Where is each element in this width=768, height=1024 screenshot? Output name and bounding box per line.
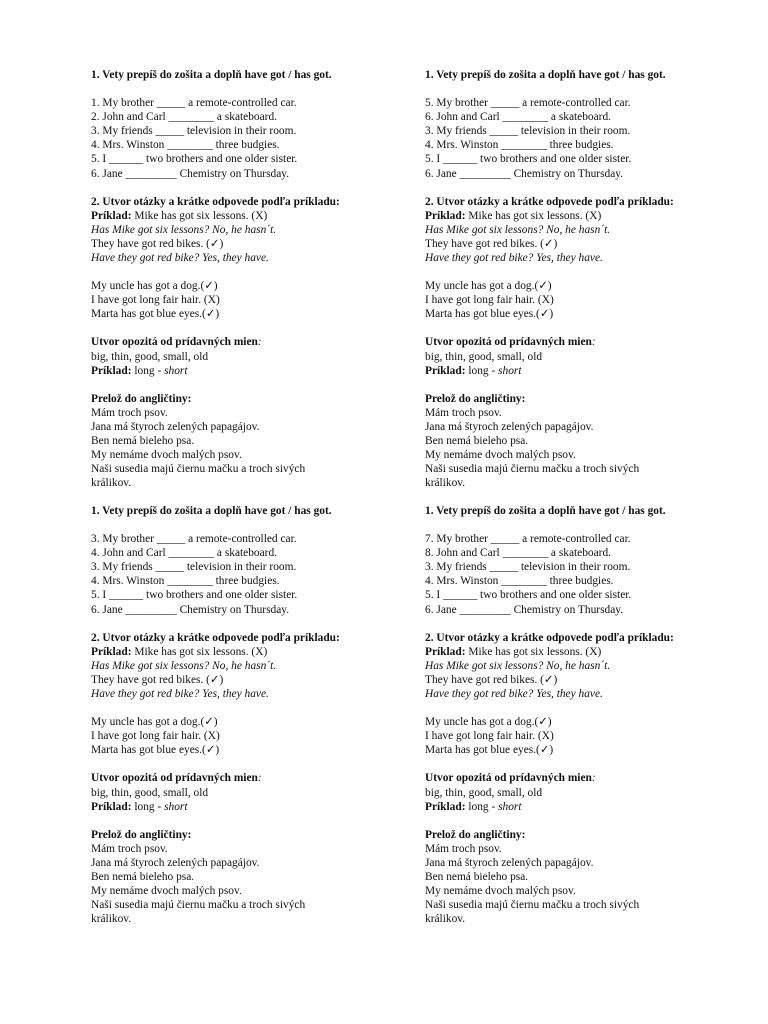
exercise-4-title: Prelož do angličtiny: <box>425 828 526 841</box>
example-text: Mike has got six lessons. (X) <box>465 209 602 222</box>
exercise-4-line: Jana má štyroch zelených papagájov. <box>425 856 594 869</box>
exercise-1-item: 6. John and Carl ________ a skateboard. <box>425 111 612 124</box>
exercise-2-task: I have got long fair hair. (X) <box>91 294 220 307</box>
exercise-3-title-text: Utvor opozitá od prídavných mien <box>91 772 258 785</box>
exercise-2-title: 2. Utvor otázky a krátke odpovede podľa príkladu: <box>425 631 674 644</box>
exercise-1-title: 1. Vety prepíš do zošita a doplň have got / has got. <box>425 505 666 517</box>
exercise-4-line: Naši susedia majú čiernu mačku a troch sivých <box>425 463 640 476</box>
example-label: Príklad: <box>91 364 132 377</box>
exercise-2-task: I have got long fair hair. (X) <box>425 730 554 743</box>
exercise-1-item: 4. Mrs. Winston ________ three budgies. <box>91 139 280 152</box>
exercise-2-example-2: They have got red bikes. (✓) <box>91 237 224 250</box>
exercise-2-task: Marta has got blue eyes.(✓) <box>425 308 554 321</box>
exercise-1-item: 5. I ______ two brothers and one older sister. <box>425 153 632 166</box>
exercise-3-title <box>425 771 725 785</box>
example-text: long <box>131 364 158 377</box>
worksheet-section-2 <box>425 68 725 490</box>
exercise-3-title <box>425 335 725 349</box>
exercise-3-words: big, thin, good, small, old <box>425 786 543 799</box>
exercise-2-example-answer: Has Mike got six lessons? No, he hasn´t. <box>91 659 277 672</box>
exercise-3-words: big, thin, good, small, old <box>91 786 209 799</box>
exercise-2-task: Marta has got blue eyes.(✓) <box>425 744 554 757</box>
exercise-4-title: Prelož do angličtiny: <box>91 828 192 841</box>
exercise-2-example-2: They have got red bikes. (✓) <box>425 673 558 686</box>
exercise-2-example-2-answer: Have they got red bike? Yes, they have. <box>91 252 269 265</box>
exercise-1-item: 4. John and Carl ________ a skateboard. <box>91 547 278 560</box>
exercise-1-item: 3. My friends _____ television in their room. <box>425 561 631 574</box>
exercise-1-item: 1. My brother _____ a remote-controlled car. <box>91 97 297 110</box>
example-text: Mike has got six lessons. (X) <box>131 209 268 222</box>
example-text: Mike has got six lessons. (X) <box>131 645 268 658</box>
exercise-3-example <box>91 800 391 814</box>
exercise-4-line: Ben nemá bieleho psa. <box>425 434 529 447</box>
exercise-2-example <box>425 645 725 659</box>
exercise-1-item: 3. My friends _____ television in their room. <box>425 125 631 138</box>
exercise-4-line: Mám troch psov. <box>425 842 502 855</box>
example-label: Príklad: <box>91 645 132 658</box>
exercise-1-item: 6. Jane _________ Chemistry on Thursday. <box>91 603 290 616</box>
exercise-4-line: Mám troch psov. <box>91 842 168 855</box>
exercise-1-item: 6. Jane _________ Chemistry on Thursday. <box>425 603 624 616</box>
example-label: Príklad: <box>91 209 132 222</box>
exercise-2-task: My uncle has got a dog.(✓) <box>91 716 218 729</box>
exercise-2-example-2-answer: Have they got red bike? Yes, they have. <box>91 688 269 701</box>
exercise-1-item: 2. John and Carl ________ a skateboard. <box>91 111 278 124</box>
exercise-2-example <box>91 645 391 659</box>
example-text: long <box>131 800 158 813</box>
example-label: Príklad: <box>91 800 132 813</box>
exercise-4-line: Naši susedia majú čiernu mačku a troch sivých <box>91 899 306 912</box>
exercise-2-title: 2. Utvor otázky a krátke odpovede podľa príkladu: <box>425 195 674 208</box>
worksheet-section-3 <box>91 504 391 926</box>
exercise-2-example-2: They have got red bikes. (✓) <box>91 673 224 686</box>
exercise-3-title-colon: : <box>257 772 262 785</box>
exercise-4-line: My nemáme dvoch malých psov. <box>91 449 242 462</box>
exercise-3-title-colon: : <box>257 336 262 349</box>
exercise-3-example <box>425 800 725 814</box>
exercise-1-item: 3. My friends _____ television in their room. <box>91 561 297 574</box>
exercise-2-task: Marta has got blue eyes.(✓) <box>91 308 220 321</box>
example-label: Príklad: <box>425 645 466 658</box>
example-answer: - short <box>157 364 188 377</box>
exercise-2-example-2: They have got red bikes. (✓) <box>425 237 558 250</box>
exercise-2-example <box>425 209 725 223</box>
exercise-1-item: 8. John and Carl ________ a skateboard. <box>425 547 612 560</box>
exercise-1-title: 1. Vety prepíš do zošita a doplň have got / has got. <box>91 505 332 517</box>
exercise-1-item: 4. Mrs. Winston ________ three budgies. <box>91 575 280 588</box>
exercise-2-task: I have got long fair hair. (X) <box>91 730 220 743</box>
example-text: long <box>465 800 492 813</box>
exercise-4-line: My nemáme dvoch malých psov. <box>91 885 242 898</box>
exercise-1-item: 5. I ______ two brothers and one older sister. <box>91 153 298 166</box>
exercise-2-title: 2. Utvor otázky a krátke odpovede podľa príkladu: <box>91 631 340 644</box>
exercise-3-title-colon: : <box>591 336 596 349</box>
exercise-1-item: 6. Jane _________ Chemistry on Thursday. <box>91 167 290 180</box>
exercise-4-line: králikov. <box>425 477 466 490</box>
exercise-3-title <box>91 335 391 349</box>
exercise-3-example <box>91 364 391 378</box>
exercise-1-item: 4. Mrs. Winston ________ three budgies. <box>425 139 614 152</box>
exercise-1-title: 1. Vety prepíš do zošita a doplň have got / has got. <box>91 69 332 81</box>
exercise-2-task: My uncle has got a dog.(✓) <box>91 280 218 293</box>
exercise-1-item: 4. Mrs. Winston ________ three budgies. <box>425 575 614 588</box>
exercise-1-item: 5. I ______ two brothers and one older sister. <box>91 589 298 602</box>
exercise-4-line: My nemáme dvoch malých psov. <box>425 449 576 462</box>
exercise-4-line: Naši susedia majú čiernu mačku a troch sivých <box>425 899 640 912</box>
exercise-1-item: 3. My brother _____ a remote-controlled car. <box>91 533 297 546</box>
exercise-4-title: Prelož do angličtiny: <box>91 392 192 405</box>
worksheet-section-1 <box>91 68 391 490</box>
exercise-1-item: 7. My brother _____ a remote-controlled car. <box>425 533 631 546</box>
example-answer: - short <box>491 800 522 813</box>
exercise-2-example-answer: Has Mike got six lessons? No, he hasn´t. <box>91 223 277 236</box>
example-label: Príklad: <box>425 209 466 222</box>
exercise-4-line: králikov. <box>91 913 132 926</box>
exercise-3-title-text: Utvor opozitá od prídavných mien <box>425 772 592 785</box>
exercise-4-line: Jana má štyroch zelených papagájov. <box>91 420 260 433</box>
exercise-2-example <box>91 209 391 223</box>
exercise-4-line: Mám troch psov. <box>91 406 168 419</box>
exercise-4-line: Naši susedia majú čiernu mačku a troch sivých <box>91 463 306 476</box>
exercise-1-item: 3. My friends _____ television in their room. <box>91 125 297 138</box>
exercise-3-title-text: Utvor opozitá od prídavných mien <box>91 336 258 349</box>
exercise-4-line: králikov. <box>91 477 132 490</box>
example-text: long <box>465 364 492 377</box>
exercise-2-title: 2. Utvor otázky a krátke odpovede podľa príkladu: <box>91 195 340 208</box>
exercise-3-title-text: Utvor opozitá od prídavných mien <box>425 336 592 349</box>
exercise-1-item: 5. My brother _____ a remote-controlled car. <box>425 97 631 110</box>
exercise-4-line: Jana má štyroch zelených papagájov. <box>91 856 260 869</box>
example-answer: - short <box>157 800 188 813</box>
exercise-3-title <box>91 771 391 785</box>
exercise-3-example <box>425 364 725 378</box>
exercise-4-line: Mám troch psov. <box>425 406 502 419</box>
exercise-4-line: Ben nemá bieleho psa. <box>425 870 529 883</box>
exercise-4-line: Jana má štyroch zelených papagájov. <box>425 420 594 433</box>
exercise-4-line: králikov. <box>425 913 466 926</box>
exercise-3-words: big, thin, good, small, old <box>91 350 209 363</box>
example-label: Príklad: <box>425 364 466 377</box>
example-text: Mike has got six lessons. (X) <box>465 645 602 658</box>
exercise-2-task: My uncle has got a dog.(✓) <box>425 716 552 729</box>
example-answer: - short <box>491 364 522 377</box>
exercise-2-example-answer: Has Mike got six lessons? No, he hasn´t. <box>425 223 611 236</box>
worksheet-section-4 <box>425 504 725 926</box>
exercise-2-example-answer: Has Mike got six lessons? No, he hasn´t. <box>425 659 611 672</box>
exercise-2-example-2-answer: Have they got red bike? Yes, they have. <box>425 252 603 265</box>
exercise-3-title-colon: : <box>591 772 596 785</box>
example-label: Príklad: <box>425 800 466 813</box>
exercise-3-words: big, thin, good, small, old <box>425 350 543 363</box>
exercise-4-title: Prelož do angličtiny: <box>425 392 526 405</box>
exercise-1-item: 5. I ______ two brothers and one older sister. <box>425 589 632 602</box>
exercise-2-example-2-answer: Have they got red bike? Yes, they have. <box>425 688 603 701</box>
exercise-2-task: I have got long fair hair. (X) <box>425 294 554 307</box>
exercise-2-task: Marta has got blue eyes.(✓) <box>91 744 220 757</box>
exercise-1-item: 6. Jane _________ Chemistry on Thursday. <box>425 167 624 180</box>
exercise-4-line: My nemáme dvoch malých psov. <box>425 885 576 898</box>
exercise-4-line: Ben nemá bieleho psa. <box>91 870 195 883</box>
exercise-4-line: Ben nemá bieleho psa. <box>91 434 195 447</box>
exercise-1-title: 1. Vety prepíš do zošita a doplň have got / has got. <box>425 69 666 81</box>
exercise-2-task: My uncle has got a dog.(✓) <box>425 280 552 293</box>
